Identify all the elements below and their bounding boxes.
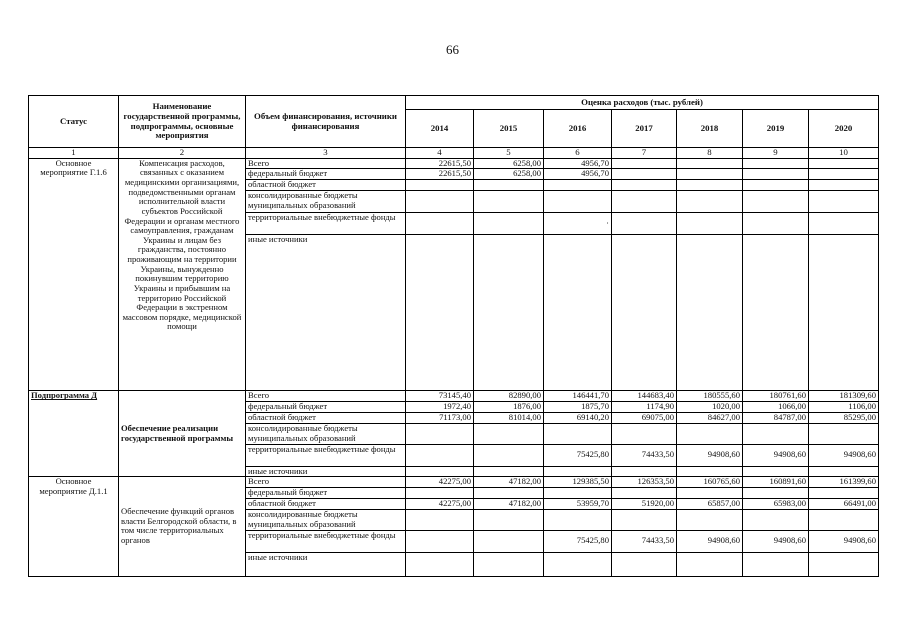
funding-source-cell: территориальные внебюджетные фонды [246, 444, 406, 466]
value-cell [809, 213, 879, 235]
value-cell: 94908,60 [809, 530, 879, 552]
header-year: 2014 [406, 110, 474, 148]
value-cell: 160891,60 [743, 477, 809, 488]
funding-source-cell: иные источники [246, 552, 406, 576]
funding-source-cell: Всего [246, 391, 406, 402]
value-cell [677, 169, 743, 180]
value-cell: 69075,00 [612, 413, 677, 424]
value-cell: 1875,70 [544, 402, 612, 413]
budget-table [28, 95, 879, 577]
value-cell [612, 191, 677, 213]
value-cell [406, 235, 474, 391]
value-cell: 126353,50 [612, 477, 677, 488]
header-name: Наименование государственной программы, подпрограммы, основные мероприятия [119, 96, 246, 148]
value-cell: 85295,00 [809, 413, 879, 424]
value-cell: 160765,60 [677, 477, 743, 488]
funding-source-cell: территориальные внебюджетные фонды [246, 530, 406, 552]
funding-source-cell: федеральный бюджет [246, 169, 406, 180]
value-cell [809, 180, 879, 191]
value-cell: 51920,00 [612, 499, 677, 510]
value-cell: 161399,60 [809, 477, 879, 488]
value-cell: 22615,50 [406, 169, 474, 180]
value-cell [474, 213, 544, 235]
table-row [29, 477, 879, 488]
value-cell [406, 530, 474, 552]
column-number: 9 [743, 148, 809, 159]
column-number: 8 [677, 148, 743, 159]
value-cell: 94908,60 [809, 444, 879, 466]
column-number: 7 [612, 148, 677, 159]
header-year: 2018 [677, 110, 743, 148]
value-cell [677, 466, 743, 477]
value-cell [743, 158, 809, 169]
value-cell [406, 424, 474, 444]
value-cell: 1174,90 [612, 402, 677, 413]
value-cell: 42275,00 [406, 499, 474, 510]
value-cell [677, 213, 743, 235]
value-cell [743, 213, 809, 235]
header-year: 2016 [544, 110, 612, 148]
value-cell [612, 552, 677, 576]
funding-source-cell: консолидированные бюджеты муниципальных образований [246, 510, 406, 530]
program-name-cell: Компенсация расходов, связанных с оказанием медицинскими организациями, подведомственными органам исполнительной власти субъектов Российской Федерации и органам местного самоуправления, гражданам Украины и лицам без гражданства, постоянно проживающим на территории Украины, вынужденно покинувшим территорию Украины и прибывшим на территорию Российской Федерации в экстренном массовом порядке, медицинской помощи [119, 158, 246, 391]
value-cell [474, 180, 544, 191]
value-cell: 75425,80 [544, 530, 612, 552]
funding-source-cell: консолидированные бюджеты муниципальных образований [246, 191, 406, 213]
value-cell [612, 235, 677, 391]
value-cell: 1020,00 [677, 402, 743, 413]
value-cell: 94908,60 [743, 444, 809, 466]
value-cell [406, 466, 474, 477]
value-cell: 6258,00 [474, 158, 544, 169]
page-number: 66 [446, 42, 459, 57]
funding-source-cell: территориальные внебюджетные фонды [246, 213, 406, 235]
value-cell: 65857,00 [677, 499, 743, 510]
funding-source-cell: иные источники [246, 235, 406, 391]
value-cell [743, 191, 809, 213]
value-cell [544, 552, 612, 576]
value-cell: 71173,00 [406, 413, 474, 424]
value-cell: 75425,80 [544, 444, 612, 466]
value-cell: 65983,00 [743, 499, 809, 510]
funding-source-cell: консолидированные бюджеты муниципальных образований [246, 424, 406, 444]
value-cell: 180761,60 [743, 391, 809, 402]
funding-source-cell: федеральный бюджет [246, 488, 406, 499]
value-cell: 47182,00 [474, 499, 544, 510]
value-cell [544, 424, 612, 444]
value-cell [406, 213, 474, 235]
value-cell [406, 180, 474, 191]
table-body [29, 148, 879, 577]
header-funding: Объем финансирования, источники финансирования [246, 96, 406, 148]
value-cell [809, 488, 879, 499]
value-cell: 84787,00 [743, 413, 809, 424]
value-cell [743, 235, 809, 391]
column-number: 5 [474, 148, 544, 159]
value-cell [677, 191, 743, 213]
column-number: 2 [119, 148, 246, 159]
value-cell: 81014,00 [474, 413, 544, 424]
value-cell [544, 488, 612, 499]
value-cell [809, 552, 879, 576]
column-number: 10 [809, 148, 879, 159]
value-cell [677, 488, 743, 499]
status-cell: Основное мероприятие Г.1.6 [29, 158, 119, 391]
value-cell: 94908,60 [677, 444, 743, 466]
value-cell [474, 466, 544, 477]
value-cell [474, 552, 544, 576]
value-cell [612, 213, 677, 235]
value-cell [544, 180, 612, 191]
value-cell [743, 488, 809, 499]
table-row [29, 391, 879, 402]
value-cell [743, 552, 809, 576]
value-cell [474, 530, 544, 552]
funding-source-cell: областной бюджет [246, 499, 406, 510]
value-cell [809, 158, 879, 169]
value-cell: 146441,70 [544, 391, 612, 402]
value-cell [677, 510, 743, 530]
value-cell [474, 191, 544, 213]
value-cell: 4956,70 [544, 169, 612, 180]
value-cell: 4956,70 [544, 158, 612, 169]
header-year: 2020 [809, 110, 879, 148]
value-cell [743, 466, 809, 477]
value-cell [809, 169, 879, 180]
value-cell [677, 158, 743, 169]
funding-source-cell: иные источники [246, 466, 406, 477]
value-cell: 42275,00 [406, 477, 474, 488]
program-name-cell: Обеспечение функций органов власти Белгородской области, в том числе территориальных органов [119, 477, 246, 576]
value-cell [612, 488, 677, 499]
header-status: Статус [29, 96, 119, 148]
value-cell: 47182,00 [474, 477, 544, 488]
value-cell [544, 510, 612, 530]
table-row [29, 158, 879, 169]
column-number: 3 [246, 148, 406, 159]
value-cell: 1106,00 [809, 402, 879, 413]
funding-source-cell: Всего [246, 477, 406, 488]
header-year: 2017 [612, 110, 677, 148]
value-cell: 181309,60 [809, 391, 879, 402]
value-cell: 84627,00 [677, 413, 743, 424]
status-cell: Подпрограмма Д [29, 391, 119, 477]
value-cell [474, 235, 544, 391]
column-number-row [29, 148, 879, 159]
value-cell: 69140,20 [544, 413, 612, 424]
value-cell [406, 488, 474, 499]
value-cell [677, 180, 743, 191]
value-cell [743, 510, 809, 530]
value-cell [406, 191, 474, 213]
value-cell: 180555,60 [677, 391, 743, 402]
value-cell: 73145,40 [406, 391, 474, 402]
value-cell [474, 424, 544, 444]
value-cell [809, 191, 879, 213]
value-cell: 1972,40 [406, 402, 474, 413]
value-cell: 74433,50 [612, 530, 677, 552]
column-number: 6 [544, 148, 612, 159]
value-cell [612, 169, 677, 180]
value-cell [544, 235, 612, 391]
value-cell: 94908,60 [677, 530, 743, 552]
funding-source-cell: Всего [246, 158, 406, 169]
value-cell [612, 424, 677, 444]
value-cell: 74433,50 [612, 444, 677, 466]
value-cell [809, 510, 879, 530]
column-number: 1 [29, 148, 119, 159]
program-name-cell: Обеспечение реализации государственной программы [119, 391, 246, 477]
value-cell [474, 510, 544, 530]
header-year: 2019 [743, 110, 809, 148]
value-cell [809, 424, 879, 444]
header-estimate: Оценка расходов (тыс. рублей) [406, 96, 879, 110]
value-cell: 144683,40 [612, 391, 677, 402]
value-cell: 53959,70 [544, 499, 612, 510]
header-year: 2015 [474, 110, 544, 148]
value-cell: 1876,00 [474, 402, 544, 413]
value-cell [406, 510, 474, 530]
value-cell: 82890,00 [474, 391, 544, 402]
value-cell [677, 235, 743, 391]
funding-source-cell: областной бюджет [246, 180, 406, 191]
value-cell [544, 191, 612, 213]
funding-source-cell: областной бюджет [246, 413, 406, 424]
funding-source-cell: федеральный бюджет [246, 402, 406, 413]
value-cell: 22615,50 [406, 158, 474, 169]
value-cell [612, 510, 677, 530]
value-cell [809, 466, 879, 477]
value-cell [406, 444, 474, 466]
column-number: 4 [406, 148, 474, 159]
value-cell [612, 466, 677, 477]
value-cell: 94908,60 [743, 530, 809, 552]
value-cell [406, 552, 474, 576]
value-cell: 66491,00 [809, 499, 879, 510]
value-cell [612, 158, 677, 169]
value-cell [474, 488, 544, 499]
status-cell: Основное мероприятие Д.1.1 [29, 477, 119, 576]
value-cell: 129385,50 [544, 477, 612, 488]
value-cell: · [544, 213, 612, 235]
value-cell [544, 466, 612, 477]
value-cell [474, 444, 544, 466]
value-cell [677, 424, 743, 444]
value-cell: 1066,00 [743, 402, 809, 413]
value-cell [743, 424, 809, 444]
value-cell [809, 235, 879, 391]
value-cell [743, 180, 809, 191]
value-cell [743, 169, 809, 180]
value-cell [677, 552, 743, 576]
value-cell [612, 180, 677, 191]
value-cell: 6258,00 [474, 169, 544, 180]
